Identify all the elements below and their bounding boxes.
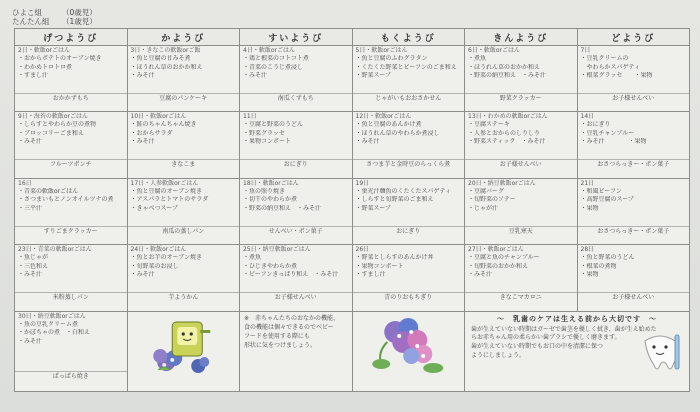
cell-date: 18日・軟飯orごはん — [243, 179, 299, 187]
menu-item: ・みそ汁 ・果物 — [580, 138, 647, 146]
menu-item: ・果物 — [580, 204, 599, 212]
menu-item: ・野菜グラッセ — [243, 129, 285, 137]
menu-item: ・ほうれん草のやわらか煮浸し — [355, 129, 440, 137]
menu-item: ・三平汁 — [18, 204, 43, 212]
cell-date: 28日 — [580, 246, 595, 254]
day-cell — [15, 112, 128, 178]
menu-item: ・豆腐バーグ — [468, 187, 505, 195]
menu-item: ・ほうれん草のおかか和え — [130, 63, 203, 71]
menu-item: ・魚と豆腐のオーブン焼き — [130, 187, 202, 195]
week-row — [15, 112, 690, 178]
day-cell — [465, 112, 578, 178]
care-line: ようにしましょう。 — [471, 351, 526, 359]
cell-date: 23日・青菜の軟飯orごはん — [18, 246, 92, 254]
menu-item: ・アスパラとトマトのサラダ — [130, 196, 209, 204]
day-cell — [352, 112, 465, 178]
day-cell — [127, 112, 240, 178]
snack-label: きなこマカロニ — [465, 292, 577, 302]
menu-item: ・果物 — [580, 271, 599, 279]
menu-item: ・鮭のちゃんちゃん焼き — [130, 121, 197, 129]
menu-item: ・みそ汁 — [130, 72, 155, 79]
menu-item: ・豆乳クリームの — [580, 55, 629, 62]
menu-item: ・魚の豆乳クリーム煮 — [18, 320, 79, 328]
care-line: 歯が生えていない時期はガーゼで歯茎を優しく拭き、歯が生え始めた — [471, 325, 657, 333]
day-cell — [240, 46, 353, 112]
cell-date: 3日・きなこの軟飯orご飯 — [130, 47, 201, 54]
cell-date: 7日 — [580, 47, 591, 54]
day-cell — [352, 46, 465, 112]
cell-date: 14日 — [580, 113, 595, 121]
weekday-header: げつようび — [15, 29, 128, 46]
weekday-header: かようび — [127, 29, 240, 46]
menu-item: ・豆腐と魚のチャンプルー — [468, 254, 540, 262]
cup-icon — [172, 322, 210, 356]
snack-label: 南瓜の蒸しパン — [128, 226, 240, 236]
snack-label: 芋ようかん — [128, 292, 240, 302]
note-cell — [240, 311, 353, 391]
menu-item: ・おからポテトのオーブン焼き — [18, 55, 102, 62]
day-cell — [465, 245, 578, 311]
menu-item: ・みそ汁 — [18, 138, 43, 146]
group-age-1: （0歳児） — [62, 8, 97, 17]
day-cell — [127, 46, 240, 112]
menu-item: ・煮魚 — [468, 55, 487, 62]
week-row — [15, 245, 690, 311]
tooth-care-cell — [465, 311, 690, 391]
snack-label: 青のりおもちぎり — [353, 292, 465, 302]
menu-table — [14, 28, 690, 392]
snack-label: 南瓜くずもち — [240, 93, 352, 103]
snack-label: おさつらっきー・ポン菓子 — [578, 159, 690, 169]
menu-item: ・きゃべつスープ — [130, 204, 178, 212]
menu-item: ・野菜の納豆和え ・みそ汁 — [243, 204, 322, 212]
menu-item: ・みそ汁 — [130, 271, 155, 279]
day-cell — [240, 178, 353, 244]
decoration-cell — [352, 311, 465, 391]
menu-item: ・旬野菜のおかか和え — [468, 262, 529, 270]
day-cell — [352, 178, 465, 244]
cell-date: 17日・人参軟飯orごはん — [130, 179, 199, 187]
menu-item: ・すまし汁 — [18, 72, 49, 79]
cell-date: 27日・軟飯orごはん — [468, 246, 524, 254]
day-cell — [240, 245, 353, 311]
menu-item: やわらかスパゲティ — [580, 63, 641, 71]
cell-date: 26日 — [355, 246, 370, 254]
cell-date: 21日 — [580, 179, 595, 187]
menu-item: ・豆腐と野菜のうどん — [243, 121, 304, 129]
snack-label: 野菜クラッカー — [465, 93, 577, 103]
cell-date: 13日・わかめの軟飯orごはん — [468, 113, 548, 121]
day-cell — [15, 46, 128, 112]
snack-label: きなこま — [128, 159, 240, 169]
note-line: ※ 赤ちゃんたちのおなかの機能、 — [244, 314, 340, 322]
snack-label: 豆腐のパンケーキ — [128, 93, 240, 103]
menu-item: ・しらすとやわらか豆の煮物 — [18, 121, 97, 129]
menu-item: ・煮魚 — [243, 254, 262, 262]
snack-label: お子様せんべい — [578, 93, 690, 103]
snack-label: おさつらっきー・ポン菓子 — [578, 226, 690, 236]
group-header — [12, 8, 97, 26]
menu-item: ・青菜のこうじ煮浸し — [243, 63, 304, 71]
hydrangea-illustration — [353, 312, 465, 379]
menu-item: ・魚と野菜のうどん — [580, 254, 635, 262]
snack-label: すりごまクラッカー — [15, 226, 127, 236]
day-cell — [240, 112, 353, 178]
day-cell — [577, 112, 690, 178]
snack-label: 豆乳寒天 — [465, 226, 577, 236]
snack-label: ぱっぱら焼き — [15, 371, 127, 381]
menu-item: ・三色和え — [18, 262, 49, 270]
note-line: フードを使用する際にも — [244, 332, 310, 340]
care-line: 歯が生えていない時期でもお口の中を清潔に保つ — [471, 342, 604, 350]
day-cell — [577, 46, 690, 112]
day-cell — [352, 245, 465, 311]
group-name-1: ひよこ組 — [12, 8, 42, 17]
menu-item: ・野菜スティック ・みそ汁 — [468, 138, 546, 146]
weekday-header: すいようび — [240, 29, 353, 46]
day-cell — [465, 178, 578, 244]
menu-item: ・野菜としらすのあんかけ丼 — [355, 254, 434, 262]
menu-item: ・野菜スープ — [355, 72, 391, 79]
snack-label: 米粉蒸しパン — [15, 292, 127, 302]
decoration-cell — [127, 311, 240, 391]
week-row — [15, 178, 690, 244]
menu-item: ・ビーフンきっぱり和え ・みそ汁 — [243, 271, 339, 279]
cell-date: 11日 — [243, 113, 257, 121]
note-line: 形状に気をつけましょう。 — [244, 341, 317, 349]
menu-item: ・くたくた野菜とビーフンのごま和え — [355, 63, 457, 71]
menu-item: ・みそ汁 — [243, 72, 268, 79]
menu-item: ・果物コンポート — [355, 262, 404, 270]
menu-item: ・おにぎり — [580, 121, 611, 129]
menu-item: ・みそ汁 — [18, 271, 43, 279]
snack-label: おかかずもち — [15, 93, 127, 103]
menu-item: ・魚と豆腐のふわグラタン — [355, 55, 428, 62]
menu-item: ・旬野菜のソテー — [468, 196, 516, 204]
menu-item: ・みそ汁 — [130, 138, 155, 146]
day-cell — [577, 245, 690, 311]
menu-item: ・果物コンポート — [243, 138, 292, 146]
menu-item: ・根菜グラッセ ・果物 — [580, 72, 653, 79]
cell-date: 6日・軟飯orごはん — [468, 47, 520, 54]
menu-item: ・魚じゃが — [18, 254, 49, 262]
menu-item: ・魚と豆腐の甘みそ煮 — [130, 55, 191, 62]
cell-date: 24日・軟飯orごはん — [130, 246, 187, 254]
care-title: 〜 乳歯のケアは生える前から大切です 〜 — [497, 314, 657, 323]
menu-item: ・豆乳チャンプルー — [580, 129, 635, 137]
week-row — [15, 46, 690, 112]
day-cell — [465, 46, 578, 112]
cell-date: 5日・軟飯orごはん — [355, 47, 408, 54]
menu-item: ・しらすと旬野菜のごま和え — [355, 196, 434, 204]
menu-item: ・高野豆腐のスープ — [580, 196, 634, 204]
menu-item: ・ブロッコリーごま和え — [18, 129, 84, 137]
menu-item: ・旬野菜のお浸し — [130, 262, 179, 270]
weekday-header: もくようび — [352, 29, 465, 46]
snack-label: じゃがいもおおさかせん — [353, 93, 465, 103]
menu-item: ・魚と豆腐のあんかけ煮 — [355, 121, 422, 129]
menu-item: ・わかめトロトロ煮 — [18, 63, 73, 71]
snack-label: せんべい・ポン菓子 — [240, 226, 352, 236]
menu-item: ・ひじきやわらか煮 — [243, 262, 298, 270]
snack-label: お子様せんべい — [465, 159, 577, 169]
menu-item: ・ほうれん草のおかか和え — [468, 63, 541, 71]
cell-date: 25日・納豆軟飯orごはん — [243, 246, 311, 254]
toothbrush-illustration — [128, 312, 240, 379]
menu-item: ・魚とお芋のオーブン焼き — [130, 254, 202, 262]
menu-item: ・じゃが汁 — [468, 204, 499, 212]
day-cell — [15, 178, 128, 244]
menu-item: ・蛍光汁麺魚のくたくたスパゲティ — [355, 187, 452, 195]
menu-item: ・さつまいもとノンオイルツナの煮 — [18, 196, 114, 204]
snack-label: フルーツポンチ — [15, 159, 127, 169]
snack-label: おにぎり — [353, 226, 465, 236]
menu-item: ・野菜の納豆和え ・みそ汁 — [468, 72, 547, 79]
last-week-row — [15, 311, 690, 391]
menu-item: ・切干のやわらか煮 — [243, 196, 298, 204]
cell-date: 10日・軟飯orごはん — [130, 113, 187, 121]
menu-item: ・かぼちゃの煮 ・白和え — [18, 329, 91, 337]
group-name-2: たんたん組 — [12, 17, 50, 26]
day-cell — [127, 178, 240, 244]
cell-date: 12日・軟飯orごはん — [355, 113, 412, 121]
cell-date: 9日・海苔の軟飯orごはん — [18, 113, 88, 121]
cell-date: 16日 — [18, 179, 32, 187]
cell-date: 20日・納豆軟飯orごはん — [468, 179, 536, 187]
tooth-icon — [637, 331, 683, 377]
cell-date: 19日 — [355, 179, 370, 187]
cell-date: 30日・納豆軟飯orごはん — [18, 312, 86, 320]
snack-label: お子様せんべい — [578, 292, 690, 302]
day-cell — [15, 311, 128, 391]
day-cell — [577, 178, 690, 244]
menu-item: ・おからサラダ — [130, 129, 173, 137]
menu-item: ・青菜の軟飯orごはん — [18, 187, 79, 195]
menu-item: ・みそ汁 — [468, 271, 493, 279]
weekday-header-row — [15, 29, 690, 46]
snack-label: さつま芋と金時豆のらっくら煮 — [353, 159, 465, 169]
weekday-header: きんようび — [465, 29, 578, 46]
menu-item: ・鶏と根菜のコトコト煮 — [243, 55, 309, 62]
weekday-header: どようび — [577, 29, 690, 46]
menu-item: ・根菜の煮物 — [580, 262, 617, 270]
cell-date: 4日・軟飯orごはん — [243, 47, 295, 54]
menu-item: ・すまし汁 — [355, 271, 386, 279]
menu-item: ・みそ汁 — [355, 138, 380, 146]
snack-label: おにぎり — [240, 159, 352, 169]
menu-item: ・人参とおからのしりしり — [468, 129, 541, 137]
menu-item: ・豆腐ステーキ — [468, 121, 510, 129]
day-cell — [127, 245, 240, 311]
group-age-2: （1歳児） — [62, 17, 97, 26]
care-line: らお赤ちゃん用の柔らかい歯ブラシで優しく磨きます。 — [471, 334, 621, 342]
snack-label: お子様せんべい — [240, 292, 352, 302]
menu-item: ・みそ汁 — [18, 337, 43, 345]
menu-item: ・和風ビーフン — [580, 187, 622, 195]
day-cell — [15, 245, 128, 311]
menu-item: ・野菜スープ — [355, 204, 391, 212]
note-line: 食の機能は個々できるのでベビー — [244, 323, 334, 331]
menu-item: ・魚の照り焼き — [243, 187, 286, 195]
cell-date: 2日・軟飯orごはん — [18, 47, 70, 54]
